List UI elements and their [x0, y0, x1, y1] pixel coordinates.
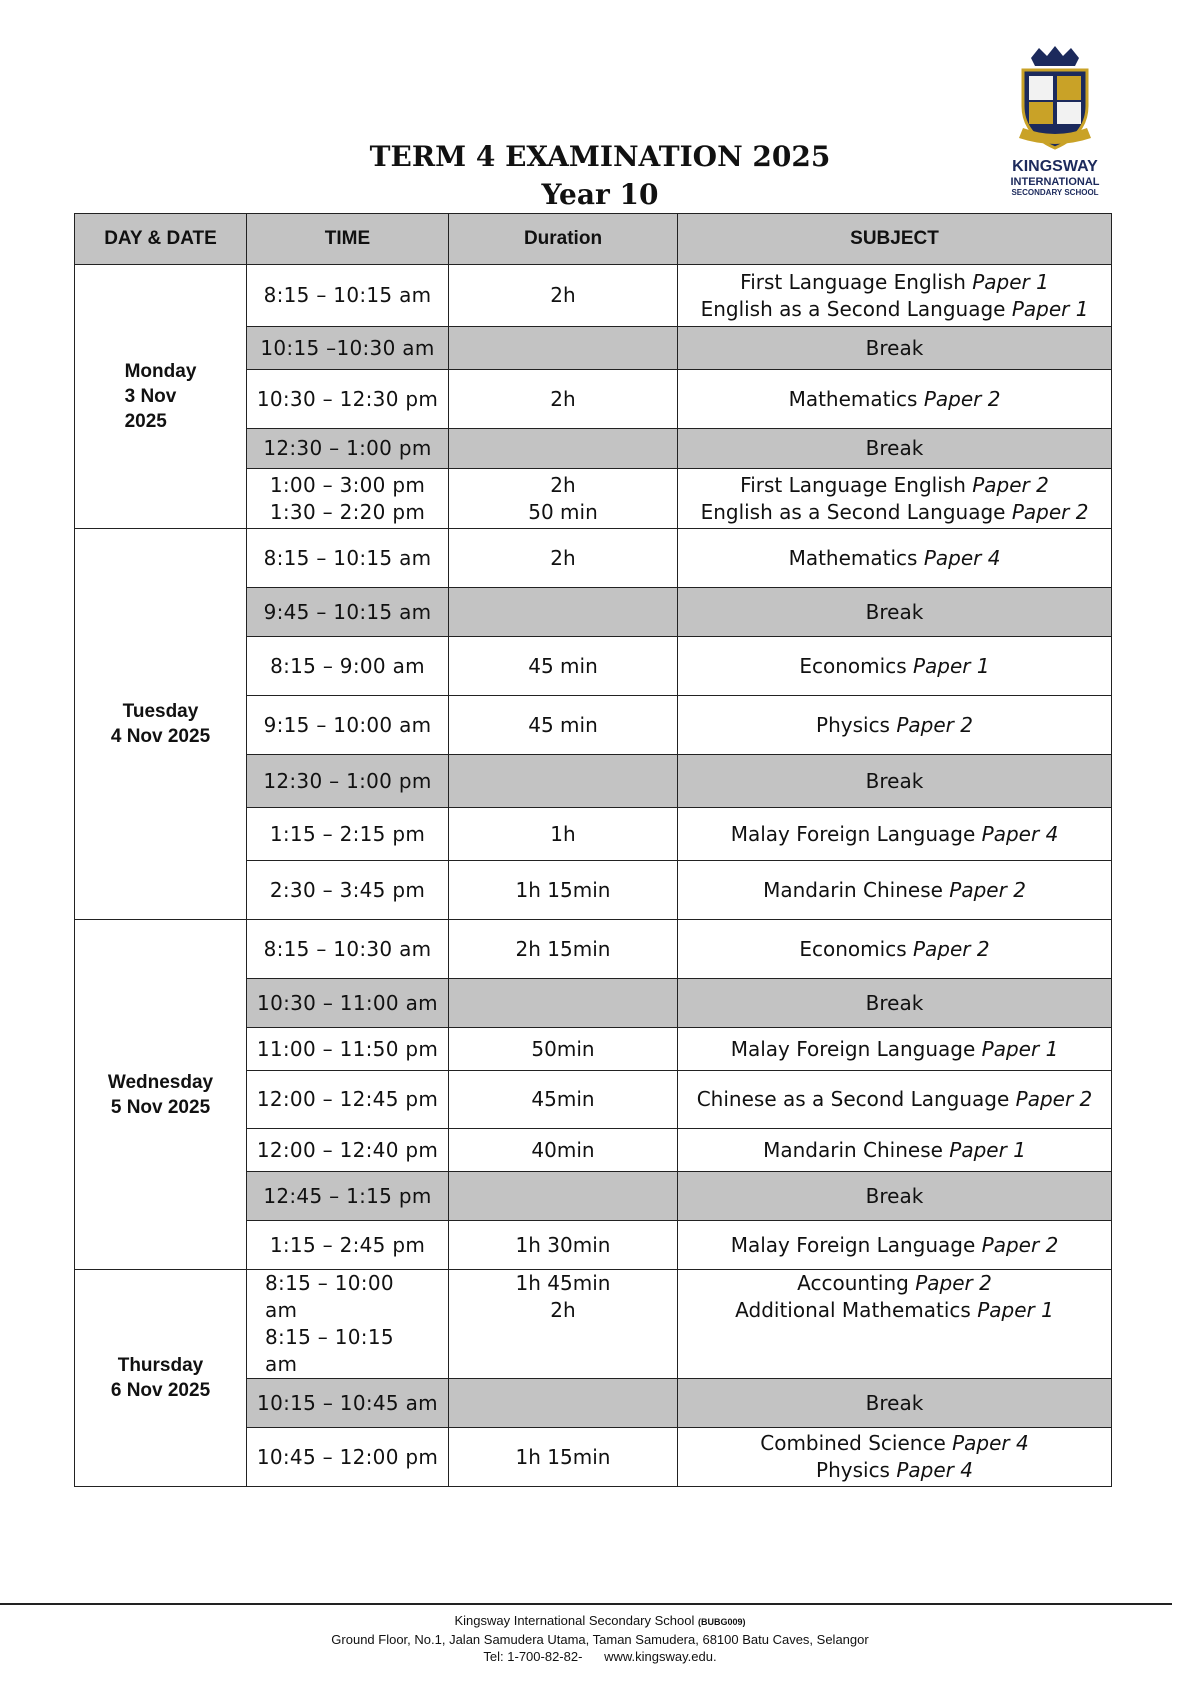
footer-school-line: [0, 1612, 1200, 1631]
subject-cell: [678, 469, 1112, 529]
duration-text: 1h 15min: [515, 877, 611, 902]
exam-title: TERM 4 EXAMINATION 2025: [369, 140, 831, 173]
paper-label: Paper 4: [896, 1458, 973, 1482]
duration-text: 50min: [531, 1036, 595, 1061]
time-cell: [247, 861, 449, 920]
time-text: 2:30 – 3:45 pm: [269, 877, 426, 902]
subject-line: [680, 499, 1109, 526]
time-cell: [247, 1428, 449, 1487]
col-header-time: TIME: [247, 214, 449, 265]
time-cell: [247, 1172, 449, 1221]
subject-cell: [678, 429, 1112, 469]
exam-schedule-table: [74, 213, 1112, 1487]
subject-line: [680, 1457, 1109, 1484]
time-cell: [247, 637, 449, 696]
time-text: 10:45 – 12:00 pm: [256, 1444, 439, 1469]
duration-text: 2h: [550, 545, 576, 570]
time-text: 9:45 – 10:15 am: [263, 599, 432, 624]
subject-name: English as a Second Language: [700, 499, 1006, 524]
day-date-line: 3 Nov: [124, 386, 177, 407]
duration-text: 2h 15min: [515, 936, 611, 961]
subject-cell: [678, 1071, 1112, 1129]
day-date-line: Thursday: [117, 1355, 204, 1376]
duration-cell: [449, 861, 678, 920]
day-date-line: 5 Nov 2025: [110, 1096, 211, 1118]
subject-cell: [678, 327, 1112, 370]
day-date-line: Monday: [124, 361, 197, 382]
time-cell: [247, 1129, 449, 1172]
duration-cell: [449, 979, 678, 1028]
paper-label: Paper 1: [949, 1137, 1026, 1162]
paper-label: Paper 4: [923, 545, 1001, 570]
subject-line: [680, 936, 1109, 963]
duration-cell: [449, 755, 678, 808]
time-cell: [247, 1071, 449, 1129]
table-row: [75, 920, 1112, 979]
subject-cell: [678, 1379, 1112, 1428]
subject-line: [680, 335, 1109, 362]
duration-cell: [449, 920, 678, 979]
subject-name: Accounting: [797, 1271, 909, 1295]
subject-name: Physics: [816, 712, 890, 737]
subject-cell: [678, 1270, 1112, 1379]
duration-text: 1h 45min: [515, 1271, 611, 1295]
footer-school: Kingsway International Secondary School: [454, 1613, 695, 1628]
time-text: 1:15 – 2:45 pm: [269, 1232, 426, 1257]
subject-line: [680, 296, 1109, 323]
subject-line: [680, 712, 1109, 739]
duration-cell: [449, 1270, 678, 1379]
subject-line: [680, 386, 1109, 413]
subject-cell: [678, 370, 1112, 429]
paper-label: Paper 4: [981, 821, 1059, 846]
subject-line: [680, 768, 1109, 795]
subject-name: Additional Mathematics: [735, 1298, 971, 1322]
header-row: [75, 214, 1112, 265]
paper-label: Paper 1: [1011, 296, 1089, 321]
subject-cell: [678, 1129, 1112, 1172]
table-row: [75, 1270, 1112, 1379]
duration-text: 2h: [550, 472, 576, 497]
subject-cell: [678, 637, 1112, 696]
table-row: [75, 265, 1112, 327]
duration-text: 40min: [531, 1137, 595, 1162]
time-text: 12:30 – 1:00 pm: [263, 768, 432, 793]
duration-text: 2h: [550, 1298, 576, 1322]
paper-label: Paper 4: [952, 1431, 1029, 1455]
time-text: 8:15 – 10:15 am: [263, 283, 432, 307]
time-text: 10:30 – 11:00 am: [257, 990, 438, 1015]
time-text: 8:15 – 10:15 am: [265, 1325, 394, 1376]
duration-cell: [449, 637, 678, 696]
paper-label: Paper 2: [1015, 1087, 1093, 1111]
paper-label: Paper 2: [915, 1271, 992, 1295]
time-cell: [247, 327, 449, 370]
crest-icon: [1009, 44, 1101, 154]
duration-cell: [449, 1071, 678, 1129]
footer-address: Ground Floor, No.1, Jalan Samudera Utama, Taman Samudera, 68100 Batu Caves, Selangor: [331, 1632, 869, 1647]
subject-cell: [678, 1028, 1112, 1071]
duration-cell: [449, 1172, 678, 1221]
subject-cell: [678, 979, 1112, 1028]
subject-line: [680, 1232, 1109, 1259]
duration-text: 45 min: [528, 712, 598, 737]
subject-name: First Language English: [740, 269, 966, 294]
duration-text: 45min: [531, 1087, 595, 1111]
time-cell: [247, 429, 449, 469]
footer-tel: Tel: 1-700-82-82-: [483, 1649, 583, 1664]
col-header-duration: Duration: [449, 214, 678, 265]
time-cell: [247, 755, 449, 808]
time-text: 8:15 – 9:00 am: [270, 653, 425, 678]
subject-cell: [678, 529, 1112, 588]
time-text: 12:45 – 1:15 pm: [263, 1183, 432, 1208]
time-text: 8:15 – 10:00 am: [265, 1271, 394, 1322]
time-text: 12:00 – 12:45 pm: [256, 1087, 439, 1111]
subject-line: [680, 472, 1109, 499]
duration-text: 1h 30min: [515, 1232, 611, 1257]
time-text: 11:00 – 11:50 pm: [256, 1036, 439, 1061]
time-cell: [247, 1270, 449, 1379]
time-text: 1:00 – 3:00 pm: [269, 472, 426, 497]
paper-label: Paper 2: [972, 472, 1049, 497]
subject-cell: [678, 1428, 1112, 1487]
break-label: Break: [865, 768, 924, 793]
subject-name: Malay Foreign Language: [730, 1232, 976, 1257]
break-label: Break: [865, 599, 924, 624]
subject-line: [680, 653, 1109, 680]
subject-name: Combined Science: [760, 1431, 946, 1455]
subject-name: Mathematics: [788, 545, 918, 570]
time-text: 10:15 –10:30 am: [260, 335, 435, 360]
time-text: 12:30 – 1:00 pm: [263, 436, 432, 460]
paper-label: Paper 2: [912, 936, 990, 961]
subject-line: [680, 1086, 1109, 1113]
paper-label: Paper 2: [896, 712, 973, 737]
logo-name: KINGSWAY: [1012, 158, 1098, 175]
subject-name: Malay Foreign Language: [730, 821, 976, 846]
subject-line: [680, 435, 1109, 462]
duration-text: 45 min: [528, 653, 598, 678]
paper-label: Paper 1: [981, 1036, 1059, 1061]
duration-cell: [449, 265, 678, 327]
subject-name: Physics: [816, 1458, 890, 1482]
subject-line: [680, 1390, 1109, 1417]
year-subtitle: Year 10: [541, 178, 659, 211]
footer-divider: [0, 1603, 1172, 1605]
duration-cell: [449, 1129, 678, 1172]
subject-cell: [678, 696, 1112, 755]
break-label: Break: [865, 990, 924, 1015]
subject-line: [680, 1270, 1109, 1297]
logo-line2: INTERNATIONAL: [1010, 176, 1100, 188]
subject-line: [680, 1297, 1109, 1324]
duration-cell: [449, 696, 678, 755]
time-cell: [247, 529, 449, 588]
subject-name: Chinese as a Second Language: [696, 1087, 1010, 1111]
duration-cell: [449, 808, 678, 861]
break-label: Break: [865, 1183, 924, 1208]
time-cell: [247, 588, 449, 637]
subject-name: Economics: [799, 653, 907, 678]
duration-text: 2h: [550, 386, 576, 411]
subject-line: [680, 877, 1109, 904]
duration-cell: [449, 1028, 678, 1071]
time-cell: [247, 370, 449, 429]
time-cell: [247, 1028, 449, 1071]
subject-line: [680, 1183, 1109, 1210]
paper-label: Paper 1: [972, 269, 1049, 294]
day-date-line: 2025: [124, 411, 167, 432]
footer: [0, 1612, 1200, 1665]
footer-contact: [0, 1648, 1200, 1665]
subject-line: [680, 1036, 1109, 1063]
subject-name: Economics: [799, 936, 907, 961]
table-row: [75, 529, 1112, 588]
day-date-line: 4 Nov 2025: [110, 726, 211, 747]
subject-cell: [678, 1221, 1112, 1270]
time-cell: [247, 808, 449, 861]
duration-cell: [449, 1379, 678, 1428]
break-label: Break: [865, 436, 924, 460]
subject-line: [680, 1430, 1109, 1457]
time-cell: [247, 469, 449, 529]
subject-cell: [678, 588, 1112, 637]
day-date-cell: [75, 1270, 247, 1487]
school-logo: [998, 44, 1112, 210]
day-date-line: Wednesday: [107, 1071, 214, 1093]
paper-label: Paper 2: [923, 386, 1001, 411]
day-date-cell: [75, 529, 247, 920]
subject-cell: [678, 755, 1112, 808]
subject-name: Malay Foreign Language: [730, 1036, 976, 1061]
paper-label: Paper 1: [977, 1298, 1054, 1322]
paper-label: Paper 2: [949, 877, 1026, 902]
time-text: 10:30 – 12:30 pm: [256, 386, 439, 411]
time-cell: [247, 920, 449, 979]
subject-cell: [678, 808, 1112, 861]
time-text: 10:15 – 10:45 am: [257, 1390, 438, 1415]
duration-cell: [449, 429, 678, 469]
schedule-body: [75, 265, 1112, 1487]
col-header-subject: SUBJECT: [678, 214, 1112, 265]
subject-line: [680, 1137, 1109, 1164]
paper-label: Paper 2: [1011, 499, 1089, 524]
time-text: 12:00 – 12:40 pm: [256, 1137, 439, 1162]
subject-line: [680, 990, 1109, 1017]
footer-reg: (BUBG009): [698, 1617, 746, 1627]
duration-cell: [449, 469, 678, 529]
subject-name: English as a Second Language: [700, 296, 1006, 321]
time-cell: [247, 1221, 449, 1270]
day-date-cell: [75, 920, 247, 1270]
subject-cell: [678, 265, 1112, 327]
time-cell: [247, 979, 449, 1028]
subject-cell: [678, 920, 1112, 979]
duration-cell: [449, 1221, 678, 1270]
duration-cell: [449, 588, 678, 637]
day-date-line: 6 Nov 2025: [110, 1380, 211, 1401]
duration-text: 1h 15min: [515, 1444, 611, 1469]
duration-cell: [449, 370, 678, 429]
duration-text: 50 min: [528, 499, 598, 524]
subject-name: Mathematics: [788, 386, 918, 411]
duration-cell: [449, 327, 678, 370]
time-text: 1:15 – 2:15 pm: [269, 821, 426, 846]
subject-line: [680, 821, 1109, 848]
duration-text: 2h: [550, 283, 576, 307]
subject-name: Mandarin Chinese: [763, 877, 943, 902]
time-text: 9:15 – 10:00 am: [263, 712, 432, 737]
subject-name: Mandarin Chinese: [763, 1137, 943, 1162]
paper-label: Paper 2: [981, 1232, 1059, 1257]
subject-line: [680, 269, 1109, 296]
time-cell: [247, 696, 449, 755]
break-label: Break: [865, 335, 924, 360]
subject-line: [680, 545, 1109, 572]
subject-line: [680, 599, 1109, 626]
time-text: 1:30 – 2:20 pm: [269, 499, 426, 524]
time-cell: [247, 265, 449, 327]
footer-web: www.kingsway.edu.: [604, 1649, 717, 1664]
day-date-cell: [75, 265, 247, 529]
time-text: 8:15 – 10:30 am: [263, 936, 432, 961]
logo-line3: SECONDARY SCHOOL: [1011, 188, 1099, 195]
subject-cell: [678, 861, 1112, 920]
duration-cell: [449, 1428, 678, 1487]
paper-label: Paper 1: [912, 653, 990, 678]
subject-name: First Language English: [740, 472, 966, 497]
break-label: Break: [865, 1390, 924, 1415]
day-date-line: Tuesday: [122, 701, 199, 722]
duration-cell: [449, 529, 678, 588]
duration-text: 1h: [550, 821, 576, 846]
time-cell: [247, 1379, 449, 1428]
time-text: 8:15 – 10:15 am: [263, 545, 432, 570]
col-header-day: DAY & DATE: [75, 214, 247, 265]
subject-cell: [678, 1172, 1112, 1221]
